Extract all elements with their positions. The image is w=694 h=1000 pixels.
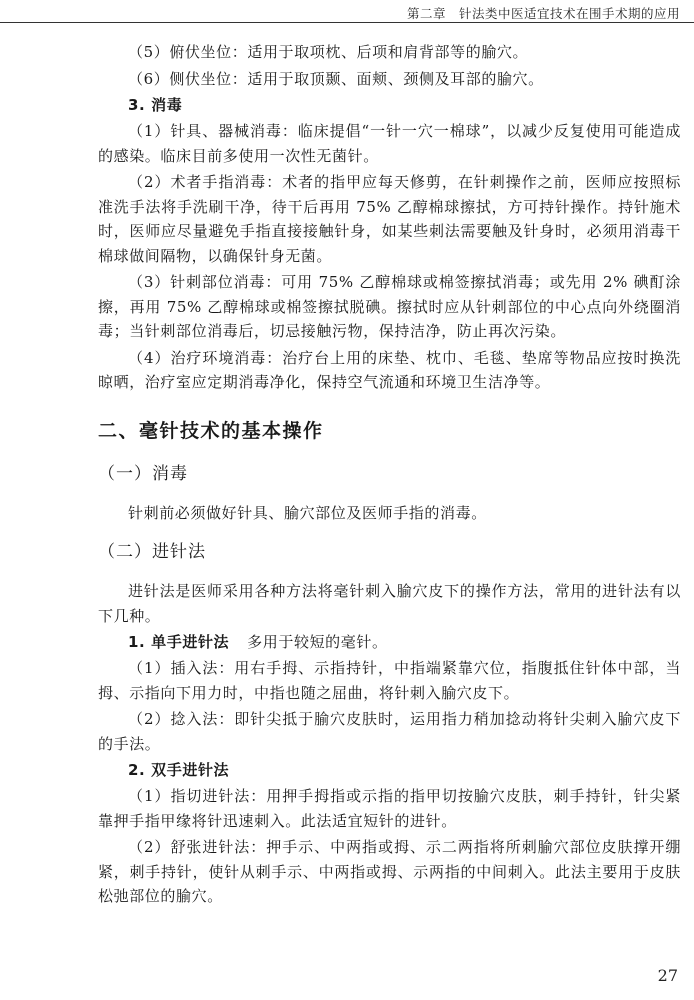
heading-disinfection: 3. 消毒 [128,96,183,114]
header-rule [0,22,694,23]
paragraph-finger-disinfection: （2）术者手指消毒：术者的指甲应每天修剪，在针刺操作之前，医师应按照标准洗手法将手洗刷干净，待干后再用 75% 乙醇棉球擦拭，方可持针操作。持针施术时，医师应尽量避免手指直接接触针身，如某些刺法需要触及针身时，必须用消毒干棉球做间隔物，以确保针身无菌。 [98,173,681,265]
paragraph-prone-sitting: （5）俯伏坐位：适用于取项枕、后项和肩背部等的腧穴。 [128,43,529,61]
paragraph-nail-press-method: （1）指切进针法：用押手拇指或示指的指甲切按腧穴皮肤，刺手持针，针尖紧靠押手指甲缘将针迅速刺入。此法适宜短针的进针。 [98,787,681,830]
page-body [98,40,681,911]
paragraph-environment-disinfection: （4）治疗环境消毒：治疗台上用的床垫、枕巾、毛毯、垫席等物品应按时换洗晾晒，治疗室应定期消毒净化，保持空气流通和环境卫生洁净等。 [98,348,681,391]
heading-single-hand-label: 1. 单手进针法 [128,633,230,651]
heading-single-hand [98,630,681,654]
paragraph-pre-needling-disinfection: 针刺前必须做好针具、腧穴部位及医师手指的消毒。 [128,503,487,522]
running-header [0,0,694,22]
paragraph-instrument-disinfection: （1）针具、器械消毒：临床提倡“一针一穴一棉球”，以减少反复使用可能造成的感染。临床目前多使用一次性无菌针。 [98,122,681,165]
subsection-title-insertion: （二）进针法 [98,542,206,562]
paragraph-insert-method: （1）插入法：用右手拇、示指持针，中指端紧靠穴位，指腹抵住针体中部，当拇、示指向下用力时，中指也随之屈曲，将针刺入腧穴皮下。 [98,659,681,702]
paragraph-twirl-method: （2）捻入法：即针尖抵于腧穴皮肤时，运用指力稍加捻动将针尖刺入腧穴皮下的手法。 [98,710,681,753]
section-title-basic-operation: 二、毫针技术的基本操作 [98,419,324,442]
paragraph-site-disinfection: （3）针刺部位消毒：可用 75% 乙醇棉球或棉签擦拭消毒；或先用 2% 碘酊涂擦，再用 75% 乙醇棉球或棉签擦拭脱碘。擦拭时应从针刺部位的中心点向外绕圈消毒；当针刺部位消毒后，切忌接触污物，保持洁净，防止再次污染。 [98,273,681,340]
heading-double-hand: 2. 双手进针法 [128,761,230,779]
subsection-title-disinfection: （一）消毒 [98,463,188,484]
paragraph-side-sitting: （6）侧伏坐位：适用于取顶颞、面颊、颈侧及耳部的腧穴。 [128,69,544,88]
running-head-text: 第二章 针法类中医适宜技术在围手术期的应用 [406,6,680,21]
heading-single-hand-note: 多用于较短的毫针。 [247,633,388,651]
page-number: 27 [657,966,678,985]
paragraph-skin-stretch-method: （2）舒张进针法：押手示、中两指或拇、示二两指将所刺腧穴部位皮肤撑开绷紧，刺手持针，使针从刺手示、中两指或拇、示两指的中间刺入。此法主要用于皮肤松弛部位的腧穴。 [98,838,681,905]
paragraph-insertion-intro: 进针法是医师采用各种方法将毫针刺入腧穴皮下的操作方法，常用的进针法有以下几种。 [98,582,681,625]
